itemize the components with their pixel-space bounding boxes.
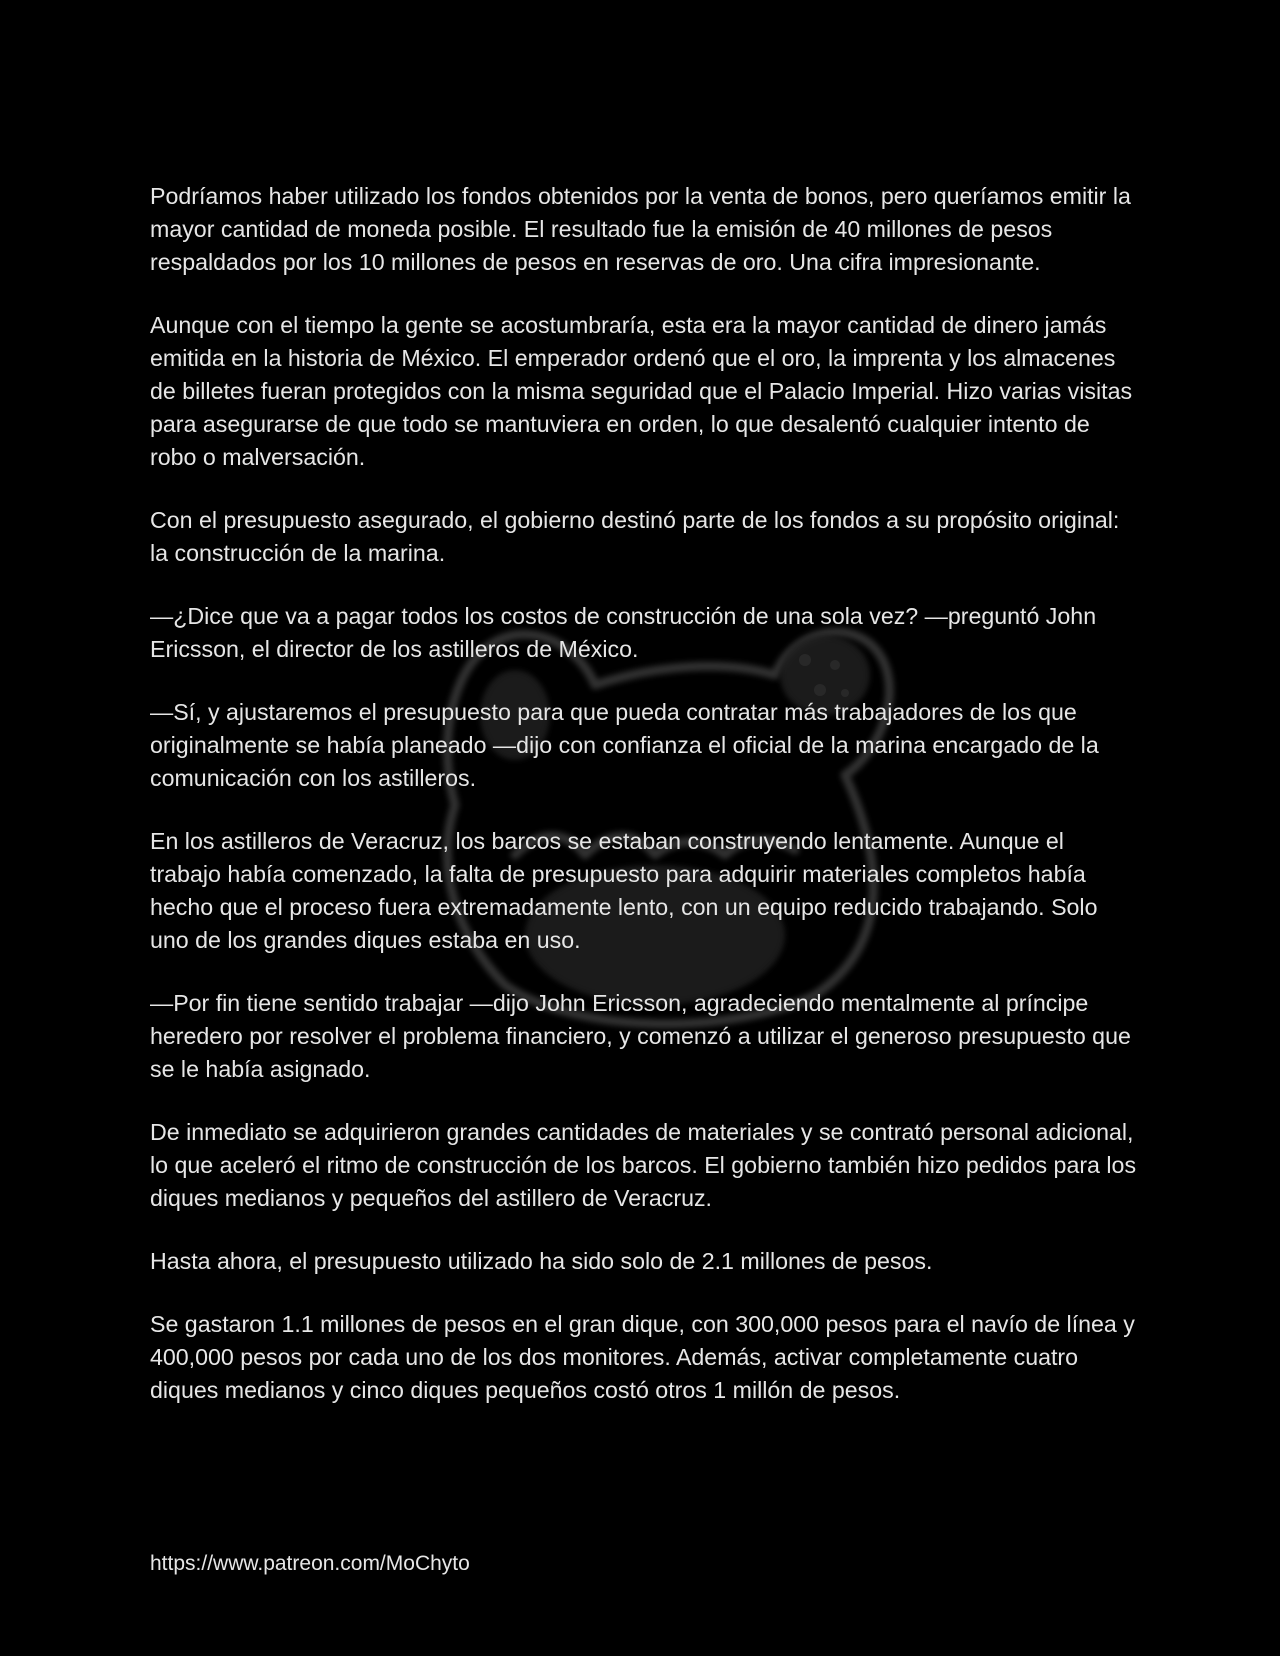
paragraph: Podríamos haber utilizado los fondos obtenidos por la venta de bonos, pero queríamos emitir la mayor cantidad de moneda posible. El resultado fue la emisión de 40 millones de pesos respaldados por los 10 millones de pesos en reservas de oro. Una cifra impresionante. <box>150 183 1131 275</box>
paragraph: En los astilleros de Veracruz, los barcos se estaban construyendo lentamente. Aunque el trabajo había comenzado, la falta de presupuesto para adquirir materiales completos había hecho que el proceso fuera extremadamente lento, con un equipo reducido trabajando. Solo uno de los grandes diques estaba en uso. <box>150 828 1098 953</box>
paragraph: Hasta ahora, el presupuesto utilizado ha sido solo de 2.1 millones de pesos. <box>150 1248 933 1274</box>
paragraph: Aunque con el tiempo la gente se acostumbraría, esta era la mayor cantidad de dinero jamás emitida en la historia de México. El emperador ordenó que el oro, la imprenta y los almacenes de billetes fueran protegidos con la misma seguridad que el Palacio Imperial. Hizo varias visitas para asegurarse de que todo se mantuviera en orden, lo que desalentó cualquier intento de robo o malversación. <box>150 312 1133 470</box>
paragraph: —Por fin tiene sentido trabajar —dijo John Ericsson, agradeciendo mentalmente al príncipe heredero por resolver el problema financiero, y comenzó a utilizar el generoso presupuesto que se le había asignado. <box>150 990 1131 1082</box>
paragraph: Se gastaron 1.1 millones de pesos en el gran dique, con 300,000 pesos para el navío de línea y 400,000 pesos por cada uno de los dos monitores. Además, activar completamente cuatro diques medianos y cinco diques pequeños costó otros 1 millón de pesos. <box>150 1311 1135 1403</box>
paragraph: De inmediato se adquirieron grandes cantidades de materiales y se contrató personal adicional, lo que aceleró el ritmo de construcción de los barcos. El gobierno también hizo pedidos para los diques medianos y pequeños del astillero de Veracruz. <box>150 1119 1137 1211</box>
paragraph: —Sí, y ajustaremos el presupuesto para que pueda contratar más trabajadores de los que originalmente se había planeado —dijo con confianza el oficial de la marina encargado de la comunicación con los astilleros. <box>150 699 1099 791</box>
paragraph: —¿Dice que va a pagar todos los costos de construcción de una sola vez? —preguntó John Ericsson, el director de los astilleros de México. <box>150 603 1097 662</box>
paragraph: Con el presupuesto asegurado, el gobierno destinó parte de los fondos a su propósito original: la construcción de la marina. <box>150 507 1120 566</box>
chapter-text <box>150 180 1140 1437</box>
patreon-link[interactable]: https://www.patreon.com/MoChyto <box>150 1552 470 1575</box>
